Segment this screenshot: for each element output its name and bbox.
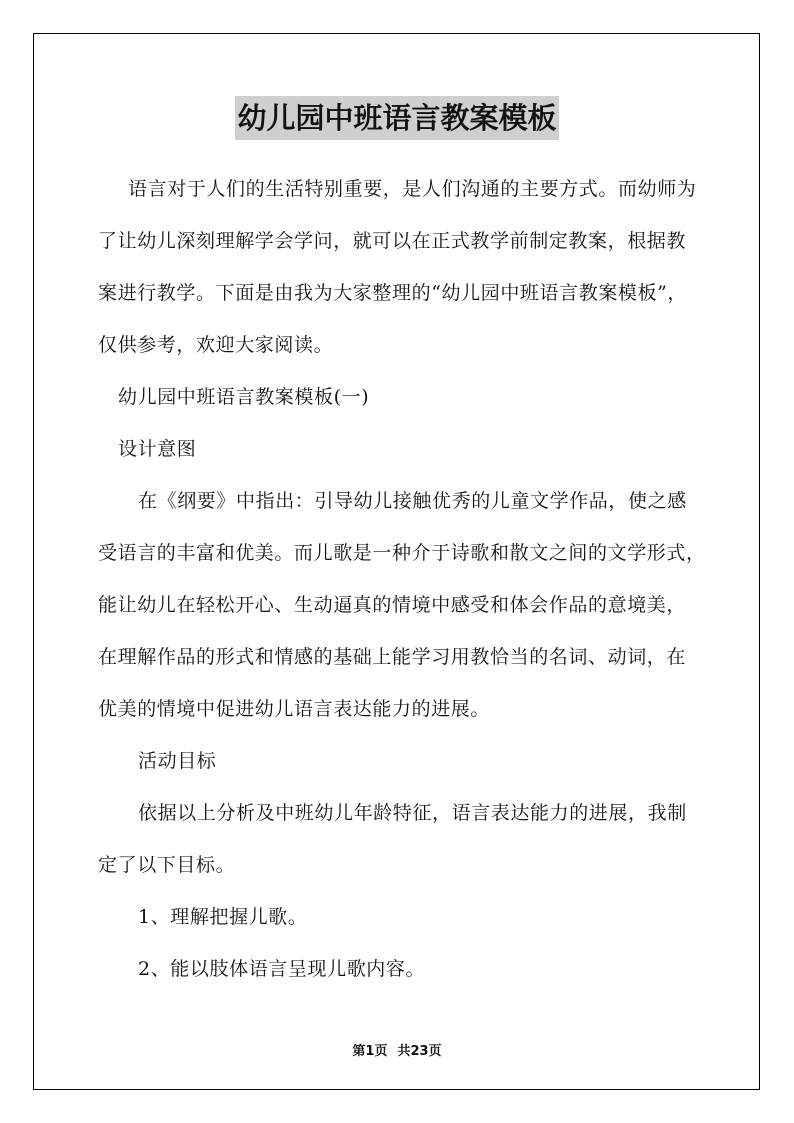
paragraph-line: 能让幼儿在轻松开心、生动逼真的情境中感受和体会作品的意境美， xyxy=(98,594,687,616)
paragraph-line: 案进行教学。下面是由我为大家整理的“幼儿园中班语言教案模板”， xyxy=(98,282,688,304)
page-number: 第1页 xyxy=(352,1044,388,1059)
list-item: 2、能以肢体语言呈现儿歌内容。 xyxy=(138,958,426,980)
paragraph-line: 定了以下目标。 xyxy=(98,854,236,876)
paragraph-line: 语言对于人们的生活特别重要，是人们沟通的主要方式。而幼师为 xyxy=(128,178,697,200)
paragraph-line: 在理解作品的形式和情感的基础上能学习用教恰当的名词、动词，在 xyxy=(98,646,687,668)
paragraph-line: 受语言的丰富和优美。而儿歌是一种介于诗歌和散文之间的文学形式， xyxy=(98,542,706,564)
list-item: 1、理解把握儿歌。 xyxy=(138,906,308,928)
paragraph-line: 在《纲要》中指出：引导幼儿接触优秀的儿童文学作品，使之感 xyxy=(138,490,687,512)
section-heading: 活动目标 xyxy=(138,750,217,772)
document-title: 幼儿园中班语言教案模板 xyxy=(235,96,558,140)
section-heading: 幼儿园中班语言教案模板(一) xyxy=(118,386,370,408)
section-heading: 设计意图 xyxy=(118,438,197,460)
page-total: 共23页 xyxy=(397,1044,442,1059)
document-body xyxy=(98,163,708,995)
paragraph-line: 仅供参考，欢迎大家阅读。 xyxy=(98,334,334,356)
paragraph-line: 依据以上分析及中班幼儿年龄特征，语言表达能力的进展，我制 xyxy=(138,802,687,824)
title-container xyxy=(0,96,794,140)
paragraph-line: 了让幼儿深刻理解学会学问，就可以在正式教学前制定教案，根据教 xyxy=(98,230,687,252)
page-footer xyxy=(0,1040,794,1059)
paragraph-line: 优美的情境中促进幼儿语言表达能力的进展。 xyxy=(98,698,491,720)
